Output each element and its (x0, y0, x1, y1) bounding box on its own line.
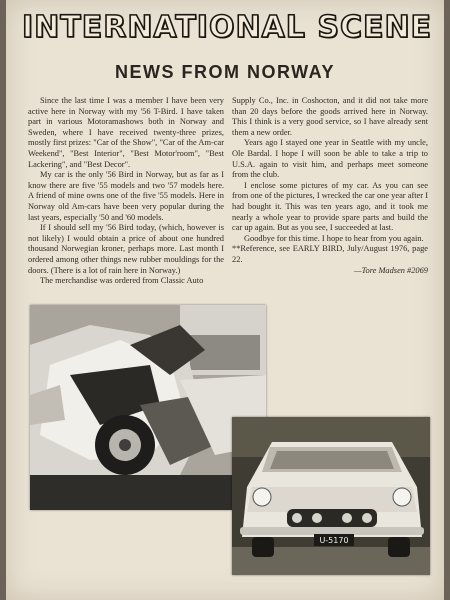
restored-car-image (232, 417, 430, 575)
paragraph: I enclose some pictures of my car. As you can see from one of the pictures, I wrecked the car one year after I had bought it. This was ten years ago, and it took me nearly a whole year to provide spare parts and build the car up again. But as you see, I succeeded at last. (232, 180, 428, 233)
wrecked-car-image (30, 305, 266, 510)
paragraph: Since the last time I was a member I have been very active here in Norway with my '56 T-Bird. I have taken part in various Motoramashows both in Norway and Sweden, where I have received twenty-three prizes, mostly first prizes: "Car of the Show", "Car of the Am-car Weekend", "Best Interior", "Best Motor'room", "Best Lackering", and "Best Decor". (28, 96, 224, 169)
magazine-page (6, 0, 444, 600)
paragraph: My car is the only '56 Bird in Norway, but as far as I know there are five '55 models and two '57 models here. A friend of mine owns one of the five '55 models. Here in Norway old Am-cars have been very popular during the last years, especially '50 and '60 models. (28, 170, 224, 222)
license-plate: U-5170 (319, 536, 349, 545)
section-banner: INTERNATIONAL SCENE (22, 10, 433, 45)
paragraph: If I should sell my '56 Bird today, (which, however is not likely) I would obtain a price of about one hundred thousand Norwegian kroner, perhaps more. Last month I ordered among other things new rubber mouldings for the doors. (There is a lot of rain here in Norway.) (28, 223, 224, 275)
paragraph: Goodbye for this time. I hope to hear from you again. (244, 233, 424, 243)
restored-car-photo (232, 417, 430, 575)
wrecked-car-photo (30, 305, 266, 510)
author-signature: —Tore Madsen #2069 (354, 265, 428, 275)
paragraph: Years ago I stayed one year in Seattle with my uncle, Ole Bardal. I hope I will soon be able to take a trip to U.S.A. again to visit him, and perhaps meet someone from the club. (232, 138, 428, 180)
article-headline: NEWS FROM NORWAY (114, 62, 335, 82)
paragraph: Supply Co., Inc. in Coshocton, and it did not take more than 20 days before the goods arrived here in Norway. This I think is a very good service, so I have already sent them a new order. (232, 96, 428, 137)
reference-note: **Reference, see EARLY BIRD, July/August 1976, page 22. (232, 244, 428, 264)
article-column-left (28, 96, 224, 287)
paragraph: The merchandise was ordered from Classic Auto (40, 276, 204, 286)
article-column-right (232, 96, 428, 276)
